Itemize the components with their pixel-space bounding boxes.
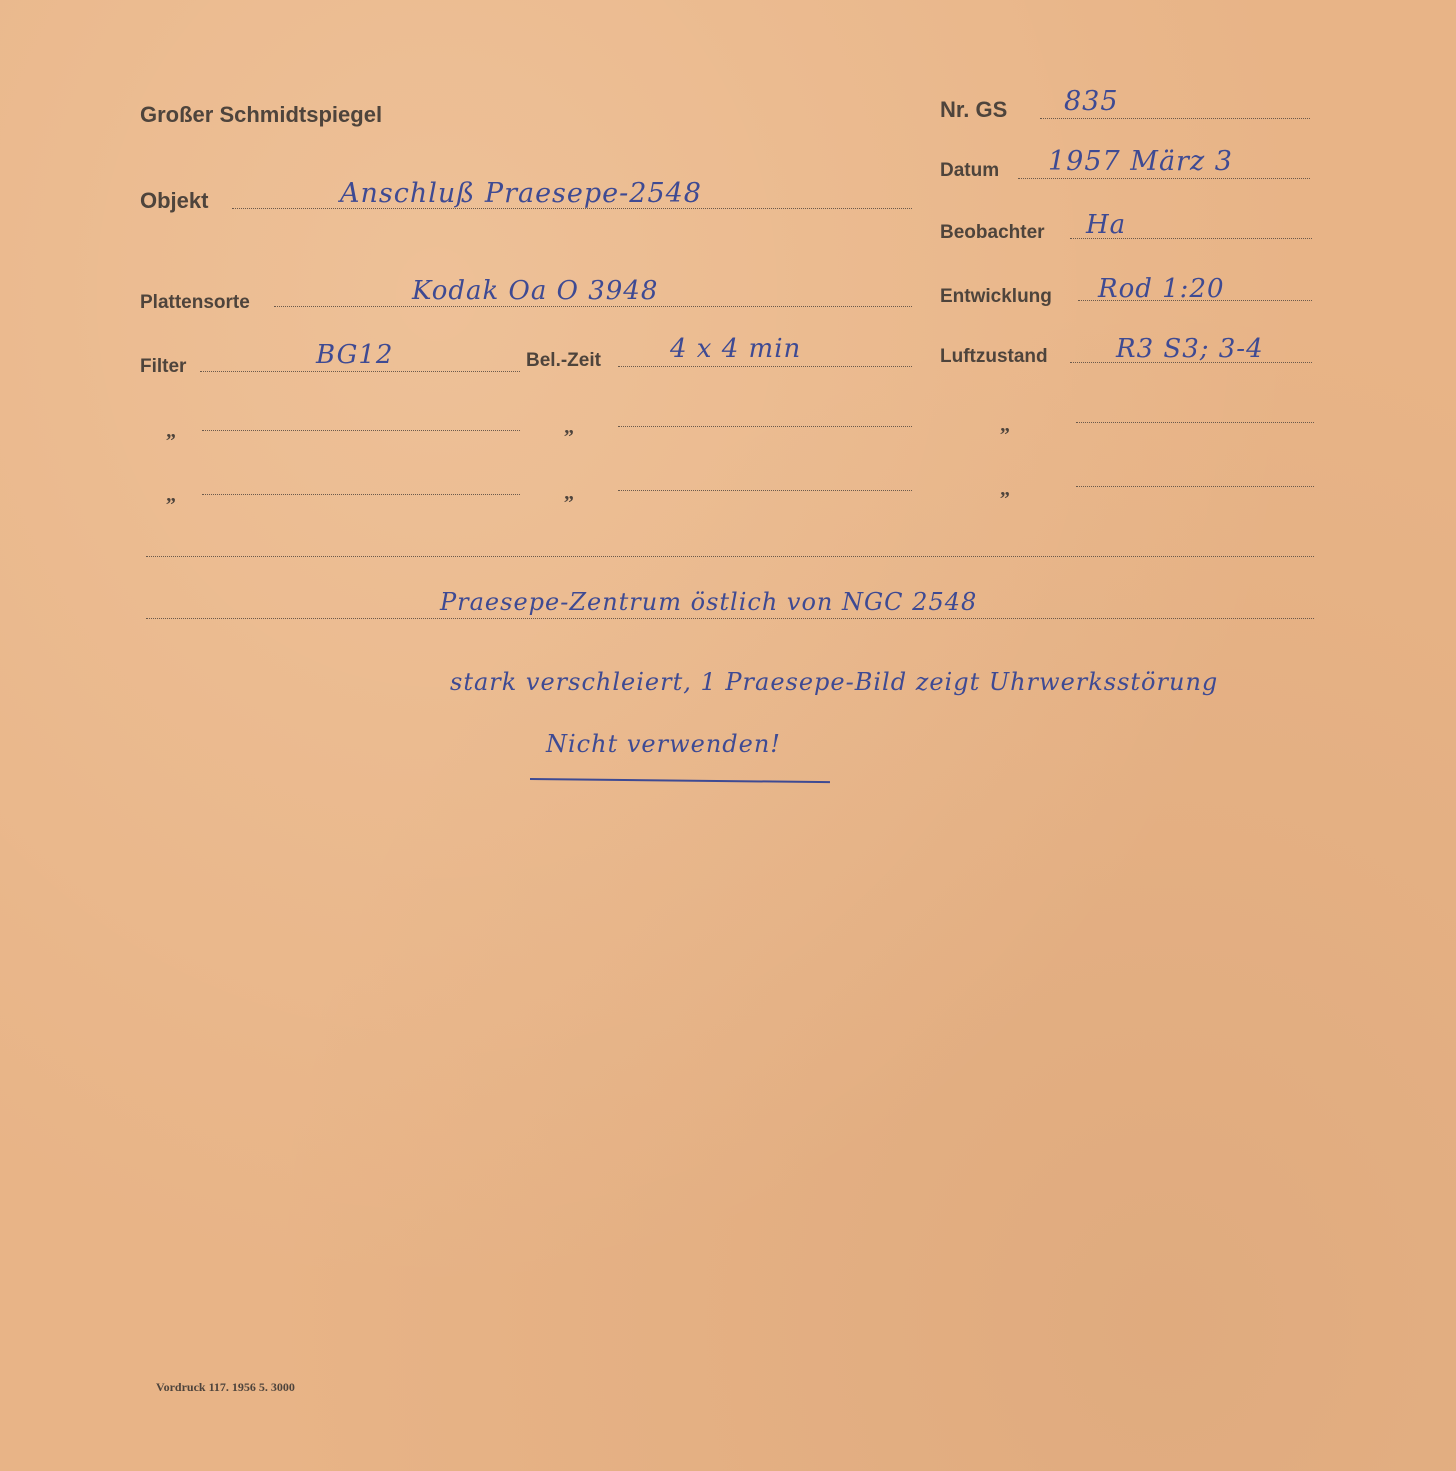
luftzustand-line bbox=[1070, 362, 1312, 363]
ditto-line bbox=[1076, 486, 1314, 487]
ditto-line bbox=[618, 490, 912, 491]
luftzustand-value: R3 S3; 3-4 bbox=[1116, 334, 1264, 364]
form-title: Großer Schmidtspiegel bbox=[140, 102, 383, 127]
plattensorte-label: Plattensorte bbox=[140, 292, 250, 313]
ditto-line bbox=[618, 426, 912, 427]
note-line-2: stark verschleiert, 1 Praesepe-Bild zeigt Uhrwerksstörung bbox=[450, 668, 1219, 696]
note-line-3: Nicht verwenden! bbox=[546, 730, 781, 758]
filter-label: Filter bbox=[140, 356, 187, 377]
entwicklung-label: Entwicklung bbox=[940, 286, 1052, 307]
datum-line bbox=[1018, 178, 1310, 179]
nr-gs-line bbox=[1040, 118, 1310, 119]
note-underline bbox=[530, 778, 830, 783]
filter-value: BG12 bbox=[316, 340, 394, 370]
ditto-line bbox=[202, 494, 520, 495]
luftzustand-label: Luftzustand bbox=[940, 346, 1048, 367]
beobachter-value: Ha bbox=[1086, 210, 1127, 240]
ditto-mark: „ bbox=[1000, 478, 1010, 500]
beobachter-label: Beobachter bbox=[940, 222, 1045, 243]
nr-gs-value: 835 bbox=[1064, 86, 1119, 117]
objekt-value: Anschluß Praesepe-2548 bbox=[340, 178, 702, 209]
datum-value: 1957 März 3 bbox=[1048, 146, 1233, 177]
print-note: Vordruck 117. 1956 5. 3000 bbox=[156, 1380, 295, 1394]
ditto-mark: „ bbox=[564, 416, 574, 438]
ditto-line bbox=[202, 430, 520, 431]
notes-line bbox=[146, 556, 1314, 557]
ditto-mark: „ bbox=[166, 484, 176, 506]
note-line-1: Praesepe-Zentrum östlich von NGC 2548 bbox=[440, 588, 978, 616]
notes-line bbox=[146, 618, 1314, 619]
ditto-mark: „ bbox=[564, 482, 574, 504]
objekt-label: Objekt bbox=[140, 188, 209, 213]
ditto-mark: „ bbox=[166, 420, 176, 442]
beobachter-line bbox=[1070, 238, 1312, 239]
nr-gs-label: Nr. GS bbox=[940, 97, 1008, 122]
plattensorte-value: Kodak Oa O 3948 bbox=[412, 276, 659, 306]
objekt-line bbox=[232, 208, 912, 209]
entwicklung-line bbox=[1078, 300, 1312, 301]
ditto-mark: „ bbox=[1000, 414, 1010, 436]
ditto-line bbox=[1076, 422, 1314, 423]
entwicklung-value: Rod 1:20 bbox=[1098, 274, 1225, 304]
filter-line bbox=[200, 371, 520, 372]
plattensorte-line bbox=[274, 306, 912, 307]
belzeit-value: 4 x 4 min bbox=[670, 334, 802, 364]
belzeit-line bbox=[618, 366, 912, 367]
datum-label: Datum bbox=[940, 160, 1000, 181]
belzeit-label: Bel.-Zeit bbox=[526, 350, 601, 371]
